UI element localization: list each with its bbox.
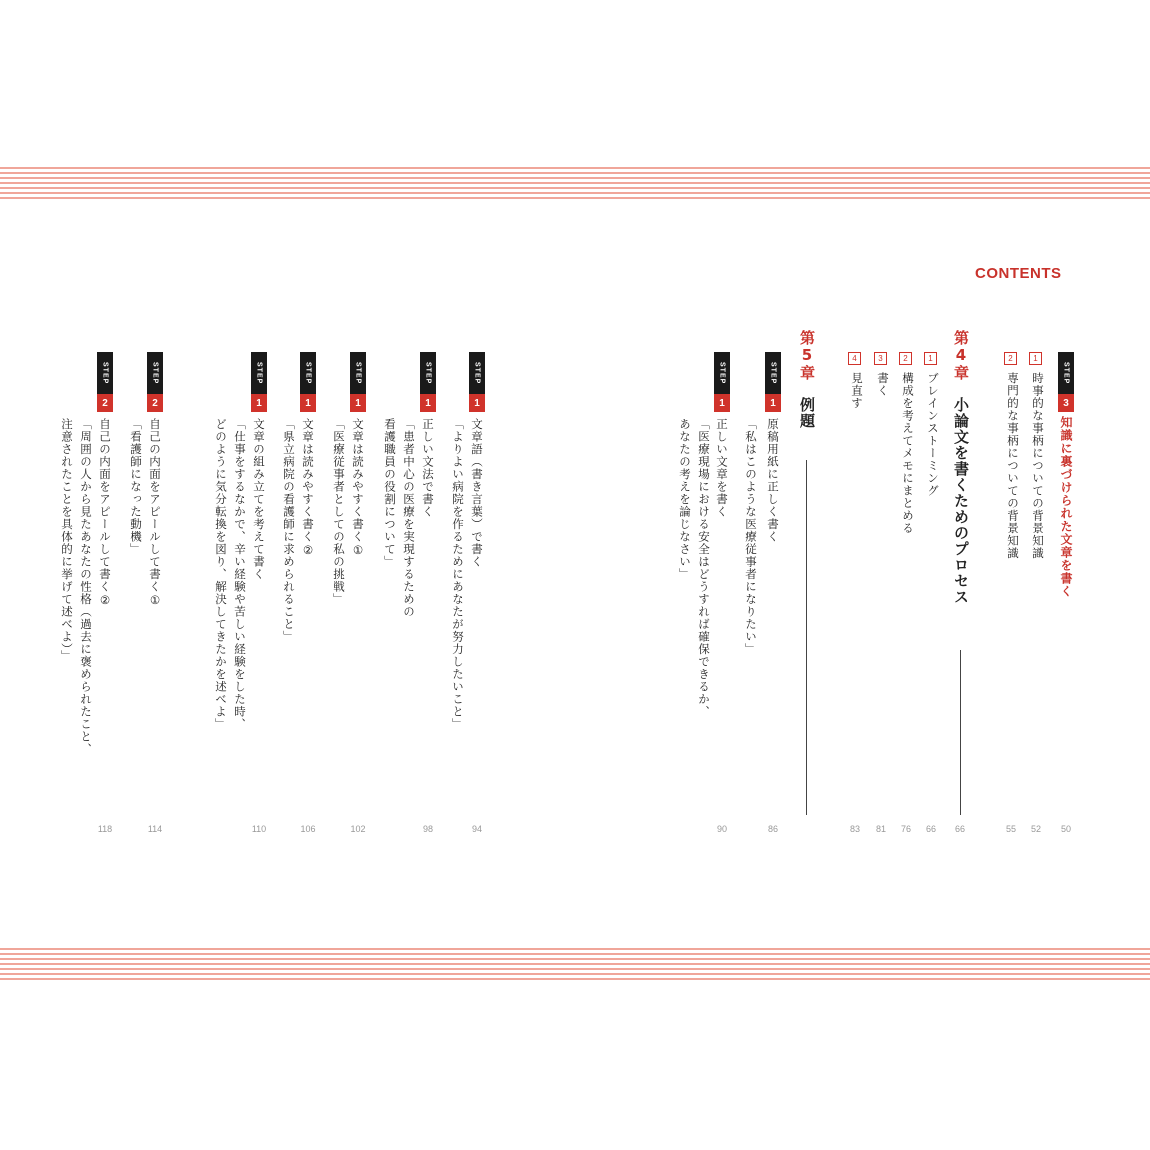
toc-entry-heading[interactable]: 文章語（書き言葉）で書く xyxy=(470,418,484,568)
chapter-rule xyxy=(806,460,807,815)
toc-entry-heading[interactable]: 自己の内面をアピールして書く① xyxy=(148,418,162,608)
item-number-box: 2 xyxy=(899,352,912,365)
step-badge xyxy=(147,352,163,412)
page-number: 55 xyxy=(1005,824,1016,834)
page-number: 90 xyxy=(716,824,727,834)
chapter-prefix: 第 xyxy=(798,330,816,346)
toc-entry-subtitle: 「医療従事者としての私の挑戦」 xyxy=(332,418,346,606)
step-number: 1 xyxy=(420,394,436,412)
contents-heading: CONTENTS xyxy=(975,265,1062,282)
page-number: 83 xyxy=(849,824,860,834)
chapter-4-heading[interactable] xyxy=(950,330,972,605)
step-badge xyxy=(714,352,730,412)
toc-entry-subtitle: 看護職員の役割について」 xyxy=(383,418,397,568)
step-number: 1 xyxy=(469,394,485,412)
toc-entry-heading[interactable]: 自己の内面をアピールして書く② xyxy=(98,418,112,608)
step-number: 2 xyxy=(97,394,113,412)
toc-entry-subtitle: 注意されたことを具体的に挙げて述べよ）」 xyxy=(60,418,74,663)
toc-entry-subtitle: どのように気分転換を図り、解決してきたかを述べよ」 xyxy=(214,418,228,731)
step-label: STEP xyxy=(1058,352,1074,394)
step-label: STEP xyxy=(251,352,267,394)
page-number: 81 xyxy=(875,824,886,834)
item-number-box: 2 xyxy=(1004,352,1017,365)
step-number: 1 xyxy=(765,394,781,412)
step-label: STEP xyxy=(300,352,316,394)
toc-entry-subtitle: 「患者中心の医療を実現するための xyxy=(402,418,416,618)
toc-entry[interactable]: 構成を考えてメモにまとめる xyxy=(901,372,915,535)
toc-entry-subtitle: 「医療現場における安全はどうすれば確保できるか、 xyxy=(697,418,711,718)
bottom-decorative-band xyxy=(0,948,1150,982)
toc-entry[interactable]: 書く xyxy=(876,372,890,397)
chapter-rule xyxy=(960,650,961,815)
step-badge xyxy=(350,352,366,412)
item-number-box: 4 xyxy=(848,352,861,365)
page-number: 66 xyxy=(954,824,965,834)
chapter-5-heading[interactable] xyxy=(796,330,818,429)
step-number: 1 xyxy=(251,394,267,412)
page-number: 76 xyxy=(900,824,911,834)
page-number: 52 xyxy=(1030,824,1041,834)
toc-entry[interactable]: ブレインストーミング xyxy=(926,372,940,497)
chapter-suffix: 章 xyxy=(952,365,970,381)
step-label: STEP xyxy=(714,352,730,394)
step-badge xyxy=(300,352,316,412)
step-number: 3 xyxy=(1058,394,1074,412)
toc-entry-subtitle: 「よりよい病院を作るためにあなたが努力したいこと」 xyxy=(451,418,465,731)
page-number: 110 xyxy=(251,824,267,834)
toc-entry-subtitle: あなたの考えを論じなさい」 xyxy=(678,418,692,581)
step-badge xyxy=(420,352,436,412)
page-number: 66 xyxy=(925,824,936,834)
step-label: STEP xyxy=(147,352,163,394)
toc-entry-heading[interactable]: 文章は読みやすく書く① xyxy=(351,418,365,558)
toc-entry-subtitle: 「県立病院の看護師に求められること」 xyxy=(282,418,296,643)
step-label: STEP xyxy=(420,352,436,394)
step-number: 1 xyxy=(350,394,366,412)
top-decorative-band xyxy=(0,167,1150,201)
page-number: 94 xyxy=(471,824,482,834)
step-badge xyxy=(251,352,267,412)
step-badge xyxy=(765,352,781,412)
toc-entry-subtitle: 「周囲の人から見たあなたの性格（過去に褒められたこと、 xyxy=(79,418,93,756)
toc-entry-subtitle: 「私はこのような医療従事者になりたい」 xyxy=(744,418,758,656)
page-number: 102 xyxy=(350,824,366,834)
step-label: STEP xyxy=(97,352,113,394)
page-number: 118 xyxy=(97,824,113,834)
page-number: 106 xyxy=(300,824,316,834)
step-number: 1 xyxy=(300,394,316,412)
toc-entry-subtitle: 「看護師になった動機」 xyxy=(129,418,143,556)
step-label: STEP xyxy=(765,352,781,394)
toc-entry[interactable]: 時事的な事柄についての背景知識 xyxy=(1031,372,1045,560)
page-number: 86 xyxy=(767,824,778,834)
step3-title: 知識に裏づけられた文章を書く xyxy=(1059,416,1073,598)
toc-entry-subtitle: 「仕事をするなかで、辛い経験や苦しい経験をした時、 xyxy=(233,418,247,731)
step-label: STEP xyxy=(350,352,366,394)
toc-entry-heading[interactable]: 原稿用紙に正しく書く xyxy=(766,418,780,543)
page-number: 114 xyxy=(147,824,163,834)
toc-entry-heading[interactable]: 正しい文章を書く xyxy=(715,418,729,518)
item-number-box: 1 xyxy=(924,352,937,365)
toc-entry-heading[interactable]: 文章は読みやすく書く② xyxy=(301,418,315,558)
step-label: STEP xyxy=(469,352,485,394)
chapter-prefix: 第 xyxy=(952,330,970,346)
item-number-box: 3 xyxy=(874,352,887,365)
step-number: 1 xyxy=(714,394,730,412)
chapter-suffix: 章 xyxy=(798,365,816,381)
chapter-number: 5 xyxy=(798,346,816,365)
toc-entry-heading[interactable]: 正しい文法で書く xyxy=(421,418,435,518)
chapter-number: 4 xyxy=(952,346,970,365)
step-badge xyxy=(97,352,113,412)
chapter-title: 小論文を書くためのプロセス xyxy=(952,397,970,605)
step-number: 2 xyxy=(147,394,163,412)
step-badge xyxy=(1058,352,1074,412)
step-badge xyxy=(469,352,485,412)
page-number: 50 xyxy=(1060,824,1071,834)
toc-entry[interactable]: 見直す xyxy=(850,372,864,410)
toc-entry-heading[interactable]: 文章の組み立てを考えて書く xyxy=(252,418,266,581)
chapter-title: 例題 xyxy=(798,397,816,429)
item-number-box: 1 xyxy=(1029,352,1042,365)
toc-entry[interactable]: 専門的な事柄についての背景知識 xyxy=(1006,372,1020,560)
page-number: 98 xyxy=(422,824,433,834)
